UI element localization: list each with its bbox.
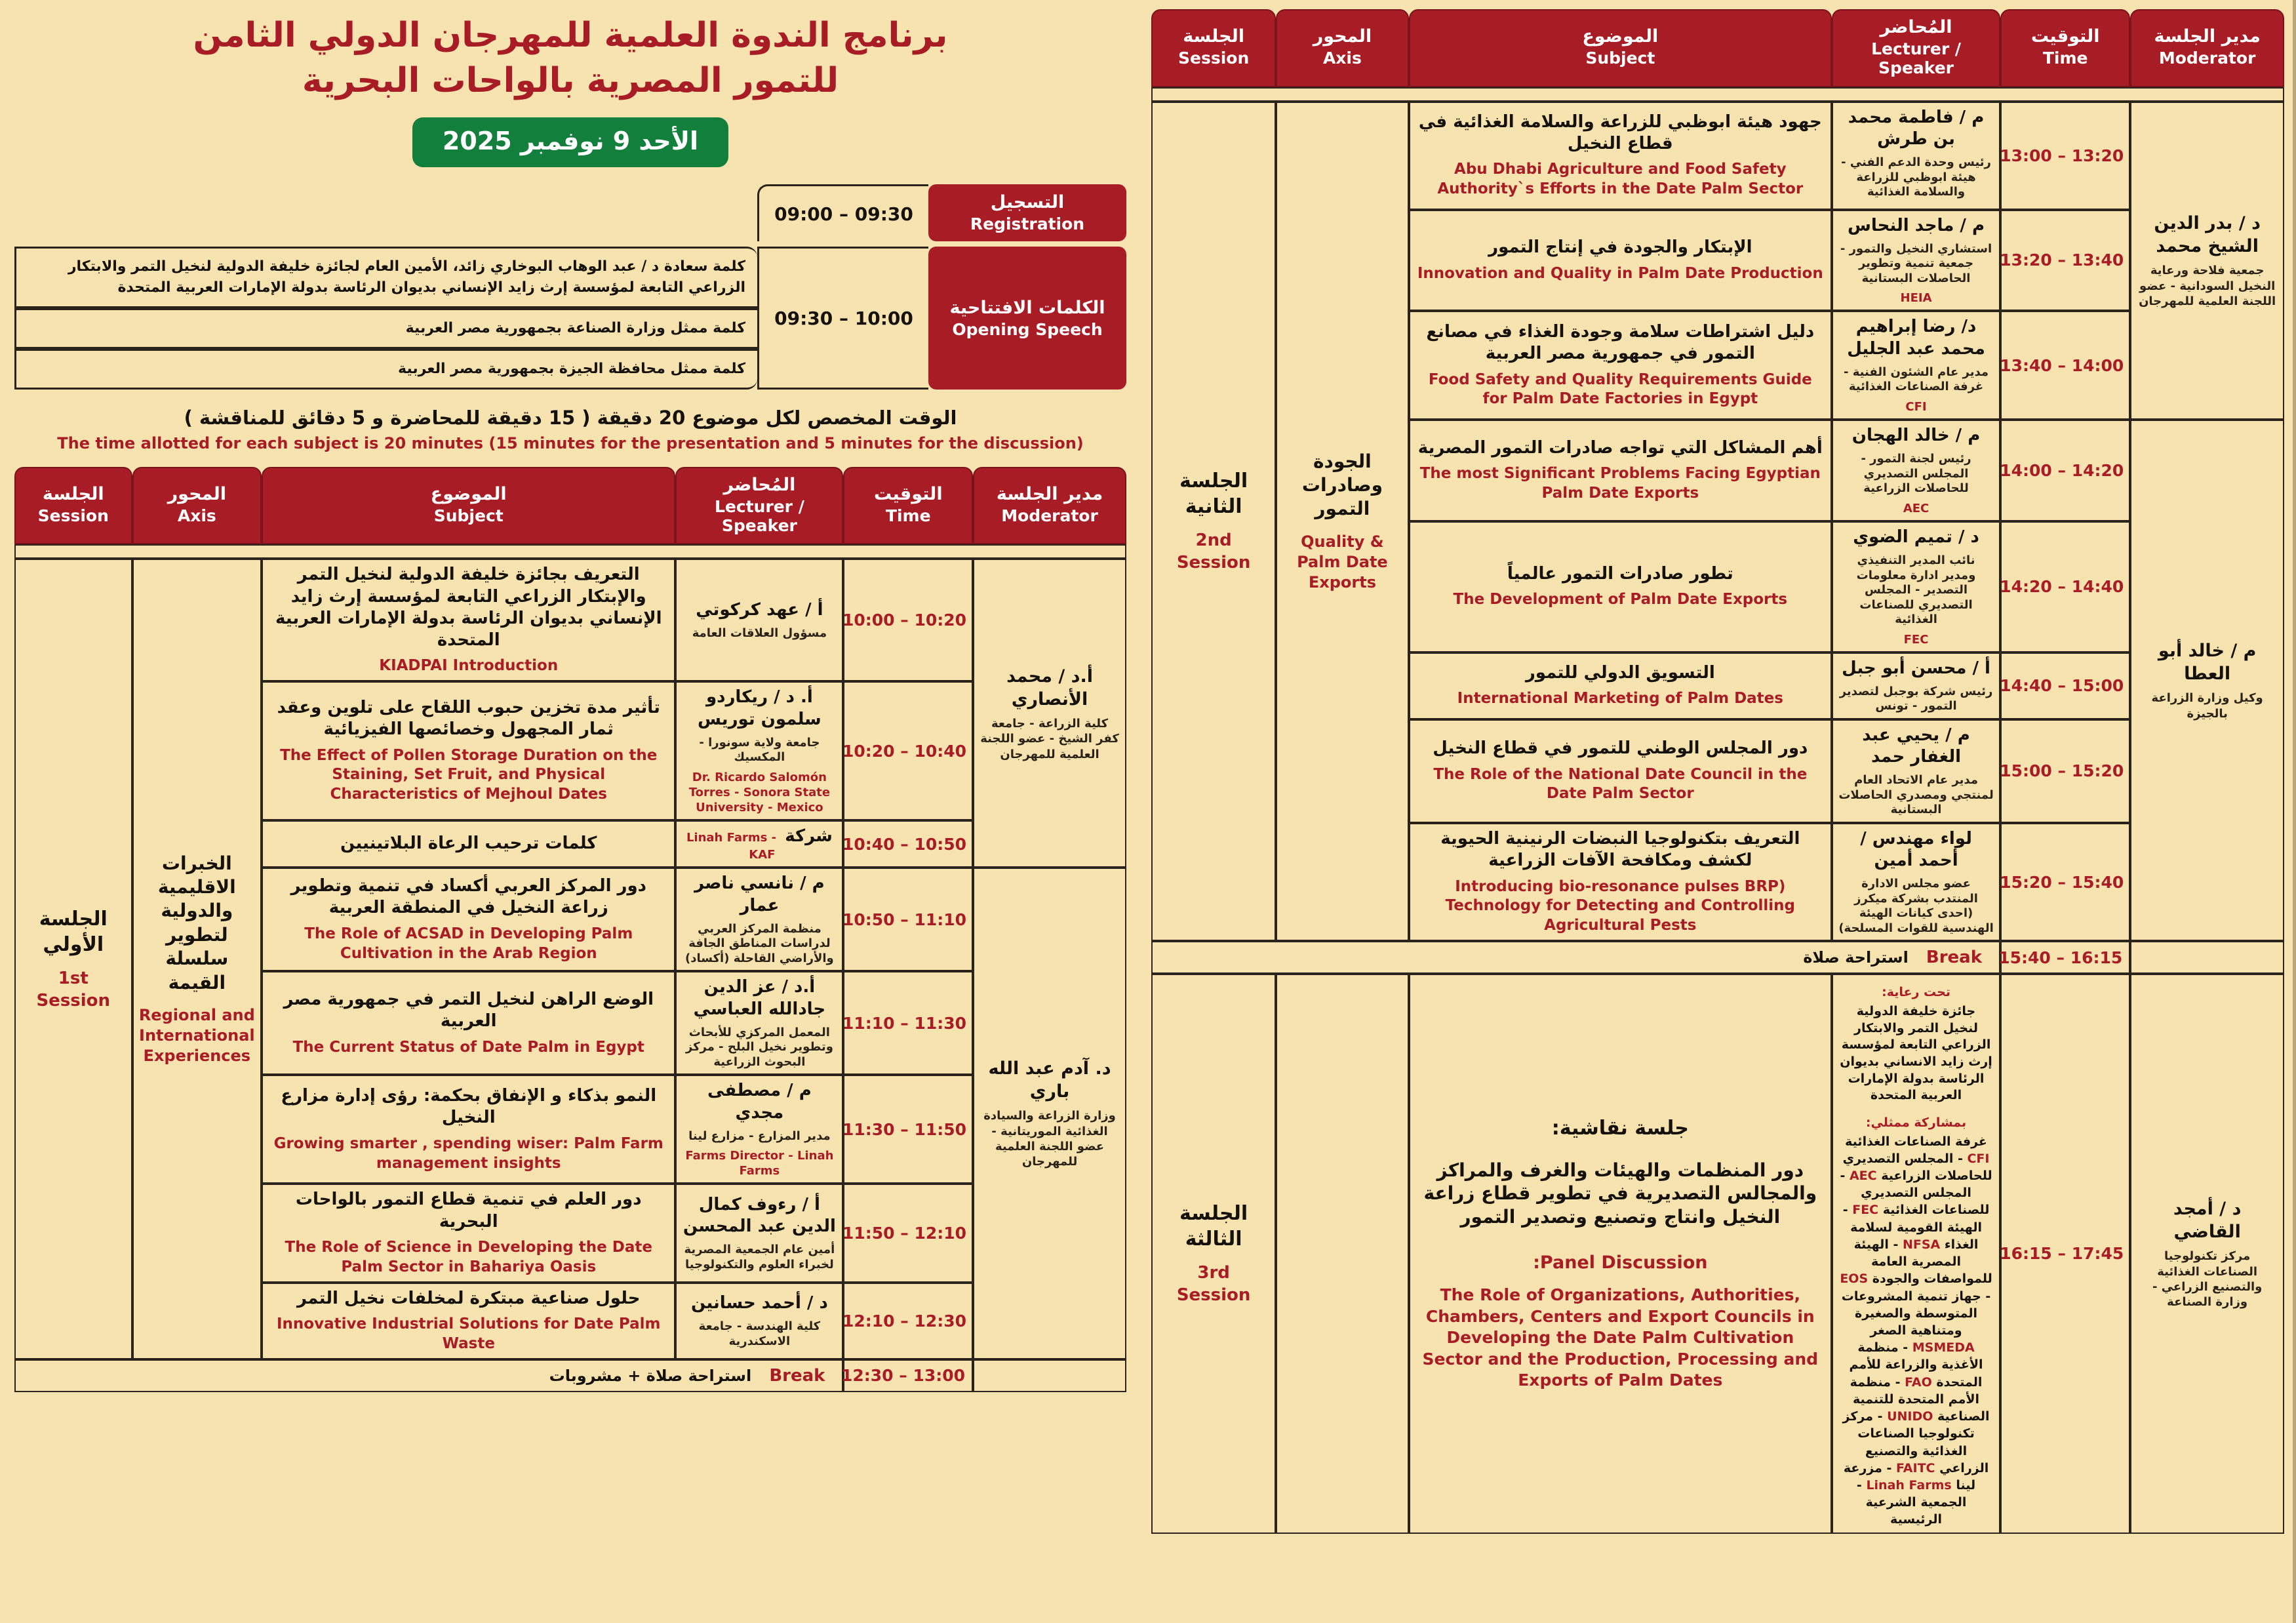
row-time: 14:20 – 14:00 bbox=[2000, 460, 2124, 480]
registration-time-value: 09:30 – 09:00 bbox=[774, 203, 913, 225]
right-panel bbox=[0, 0, 1142, 1623]
speaker-name: أ.د / عز الدين جادالله العباسي bbox=[693, 977, 826, 1019]
col-header-session-ar: الجلسة bbox=[42, 484, 104, 505]
break-time: 13:00 – 12:30 bbox=[841, 1366, 966, 1386]
break-row bbox=[14, 1359, 1126, 1392]
speaker-affiliation-ar: نائب المدير التنفيذي ومدير ادارة معلومات التصدير - المجلس التصديري للصناعات الغذائية bbox=[1856, 553, 1976, 626]
subject-ar: الإبتكار والجودة في إنتاج التمور bbox=[1488, 237, 1752, 258]
participant-code: Linah Farms bbox=[1866, 1477, 1952, 1493]
speaker-affiliation-ar: رئيس شركة بوجبل لتصدير التمور - تونس bbox=[1839, 684, 1993, 713]
col-header-moderator bbox=[2130, 9, 2284, 87]
subject-en: The Current Status of Date Palm in Egypt bbox=[292, 1038, 644, 1056]
participant-separator: - bbox=[1872, 1409, 1888, 1424]
moderator-name: د / بدر الدين الشيخ محمد bbox=[2154, 213, 2261, 257]
axis-cell bbox=[1276, 102, 1408, 942]
time-cell bbox=[2000, 210, 2130, 311]
preamble-table bbox=[14, 184, 1126, 390]
participant-name: المجلس التصديري للحاصلات الزراعية bbox=[1842, 1151, 1992, 1184]
participants-list bbox=[1838, 1133, 1994, 1529]
participant-name: مزرعة لينا bbox=[1843, 1460, 1976, 1493]
subject-en: Food Safety and Quality Requirements Guide for Palm Date Factories in Egypt bbox=[1428, 371, 1812, 408]
moderator-cell bbox=[2130, 102, 2284, 420]
row-time: 15:40 – 15:20 bbox=[2000, 872, 2124, 892]
opening-speech-line-2: كلمة ممثل وزارة الصناعة بجمهورية مصر العربية bbox=[14, 308, 757, 349]
axis-en: Quality & Palm Date Exports bbox=[1297, 532, 1388, 592]
speaker-affiliation-en: Dr. Ricardo Salomón Torres - Sonora State University - Mexico bbox=[688, 770, 831, 814]
speaker-affiliation-ar: منظمة المركز العربي لدراسات المناطق الجافة والأراضي القاحلة (أكساد) bbox=[685, 921, 834, 965]
time-cell bbox=[2000, 719, 2130, 823]
time-allotment-note bbox=[14, 407, 1126, 452]
subject-en: The Role of Science in Developing the Date Palm Sector in Bahariya Oasis bbox=[285, 1238, 652, 1275]
subject-ar: أهم المشاكل التي تواجه صادرات التمور المصرية bbox=[1417, 437, 1823, 458]
subject-cell bbox=[1409, 974, 1832, 1533]
speaker-name: شركة bbox=[785, 826, 833, 846]
col-header-session-en: Session bbox=[37, 506, 109, 526]
speaker-affiliation-ar: مدير المزارع - مزارع لينا bbox=[688, 1129, 831, 1143]
col-header-axis bbox=[1276, 9, 1408, 87]
speaker-name: م / نانسي ناصر عمار bbox=[694, 873, 825, 915]
subject-ar: النمو بذكاء و الإنفاق بحكمة: رؤى إدارة مزارع النخيل bbox=[281, 1086, 657, 1128]
speaker-cell bbox=[675, 681, 843, 820]
col-header-moderator bbox=[973, 467, 1126, 545]
opening-time-value: 10:00 – 09:30 bbox=[774, 307, 913, 329]
speaker-name: د / تميم الضوي bbox=[1853, 527, 1979, 547]
panel-subject-ar-head: جلسة نقاشية: bbox=[1551, 1117, 1689, 1140]
participant-name: غرفة الصناعات الغذائية bbox=[1845, 1134, 1987, 1149]
speaker-name: م / مصطفى مجدي bbox=[707, 1081, 812, 1123]
col-header-subject bbox=[1409, 9, 1832, 87]
participant-name: الهيئة المصرية العامة للمواصفات والجودة bbox=[1853, 1237, 1992, 1287]
time-cell bbox=[843, 1283, 973, 1359]
subject-cell bbox=[1409, 420, 1832, 521]
speaker-affiliation-ar: رئيس لجنة التمور - المجلس التصديري للحاصلات الزراعية bbox=[1861, 452, 1971, 496]
subject-cell bbox=[1409, 823, 1832, 942]
moderator-name: م / خالد أبو العطا bbox=[2158, 641, 2257, 685]
participant-name: الهيئة القومية لسلامة الغذاء bbox=[1850, 1220, 1982, 1252]
row-time: 10:40 – 10:20 bbox=[842, 741, 967, 761]
participant-separator: - bbox=[1981, 1289, 1991, 1304]
participant-separator: - bbox=[1840, 1169, 1850, 1184]
subject-ar: دور المجلس الوطني للتمور في قطاع النخيل bbox=[1433, 738, 1808, 759]
participant-code: MSMEDA bbox=[1912, 1340, 1975, 1355]
participant-separator: - bbox=[1856, 1477, 1867, 1493]
break-time-cell bbox=[2000, 941, 2130, 974]
row-time: 17:45 – 16:15 bbox=[2000, 1244, 2124, 1264]
time-cell bbox=[2000, 311, 2130, 420]
col-header-moderator-en: Moderator bbox=[1001, 506, 1098, 526]
opening-label bbox=[928, 247, 1126, 390]
subject-ar: حلول صناعية مبتكرة لمخلفات نخيل التمر bbox=[297, 1288, 641, 1308]
session-ar: الجلسة الثانية bbox=[1179, 470, 1248, 519]
registration-row bbox=[14, 184, 1126, 241]
session1-body bbox=[14, 559, 1126, 1392]
note-ar: الوقت المخصص لكل موضوع 20 دقيقة ( 15 دقيقة للمحاضرة و 5 دقائق للمناقشة ) bbox=[184, 406, 957, 429]
col-header-axis bbox=[132, 467, 262, 545]
row-time: 14:00 – 13:40 bbox=[2000, 355, 2124, 375]
opening-label-en: Opening Speech bbox=[952, 319, 1103, 339]
speaker-cell bbox=[1832, 823, 2000, 942]
subject-ar: التعريف بتكنولوجيا النبضات الرنينية الحيوية لكشف ومكافحة الآفات الزراعية bbox=[1440, 828, 1800, 871]
subject-en: Growing smarter , spending wiser: Palm Farm management insights bbox=[273, 1134, 663, 1172]
session-cell bbox=[14, 559, 132, 1359]
subject-en: The Effect of Pollen Storage Duration on the Staining, Set Fruit, and Physical Characteristics of Mejhoul Dates bbox=[280, 746, 658, 803]
axis-ar: الخبرات الاقليمية والدولية لتطوير سلسلة القيمة bbox=[157, 852, 236, 993]
speaker-name: د/ رضا إبراهيم محمد عبد الجليل bbox=[1847, 317, 1985, 359]
col-header-lecturer-en: Lecturer / Speaker bbox=[714, 496, 804, 535]
participant-name: منظمة الأمم المتحدة للتنمية الصناعية bbox=[1850, 1374, 1990, 1424]
speaker-affiliation-en: AEC bbox=[1903, 501, 1930, 515]
col-header-moderator-en: Moderator bbox=[2158, 49, 2256, 68]
col-header-subject bbox=[262, 467, 675, 545]
axis-cell bbox=[132, 559, 262, 1359]
speaker-name: أ / رءوف كمال الدين عبد المحسن bbox=[683, 1194, 836, 1237]
registration-time bbox=[757, 184, 928, 241]
session-ar: الجلسة الأولي bbox=[39, 907, 108, 956]
time-cell bbox=[2000, 420, 2130, 521]
axis-cell-empty bbox=[1276, 974, 1408, 1533]
panel-subject-en-head: Panel Discussion: bbox=[1533, 1252, 1708, 1273]
speaker-affiliation-ar: رئيس وحدة الدعم الفني - هيئة ابوظبي للزراعة والسلامة الغذائية bbox=[1841, 155, 1991, 199]
sponsor-cell bbox=[1832, 974, 2000, 1533]
sponsor-heading: تحت رعاية: bbox=[1882, 985, 1950, 1000]
break-row bbox=[1151, 941, 2284, 974]
participant-code: AEC bbox=[1849, 1169, 1877, 1184]
col-header-session bbox=[1151, 9, 1276, 87]
note-en: The time allotted for each subject is 20 minutes (15 minutes for the presentation and 5 minutes for the discussion) bbox=[57, 433, 1084, 452]
subject-cell bbox=[1409, 210, 1832, 311]
row-time: 13:20 – 13:00 bbox=[2000, 146, 2124, 165]
time-cell bbox=[2000, 974, 2130, 1533]
subject-cell bbox=[1409, 311, 1832, 420]
speaker-affiliation-en: CFI bbox=[1905, 399, 1927, 414]
participant-separator: - bbox=[1953, 1151, 1968, 1166]
sponsor-body: جائزة خليفة الدولية لنخيل التمر والابتكار الزراعي التابعة لمؤسسة إرث زايد الانساني بديوان الرئاسة بدولة الإمارات العربية المتحدة bbox=[1840, 1004, 1992, 1103]
session3-row bbox=[1151, 974, 2284, 1533]
moderator-name: أ.د / محمد الأنصاري bbox=[1006, 666, 1093, 710]
subject-en: KIADPAI Introduction bbox=[379, 657, 559, 675]
subject-cell bbox=[262, 559, 675, 681]
participant-separator: - bbox=[1898, 1340, 1912, 1355]
time-cell bbox=[843, 1184, 973, 1282]
table-row bbox=[1151, 102, 2284, 210]
col-header-moderator-ar: مدير الجلسة bbox=[996, 484, 1103, 505]
session1-wrap bbox=[14, 467, 1126, 1392]
participant-name: جهاز تنمية المشروعات المتوسطة والصغيرة ومتناهية الصغر bbox=[1841, 1289, 1981, 1338]
speaker-affiliation-en: FEC bbox=[1903, 632, 1929, 647]
row-time: 15:20 – 15:00 bbox=[2000, 761, 2124, 781]
break-label-ar: استراحة صلاة + مشروبات bbox=[549, 1366, 752, 1385]
speaker-name: م / يحيي عبد الغفار حمد bbox=[1862, 725, 1970, 767]
speaker-name: م / فاطمة محمد بن طرش bbox=[1848, 107, 1985, 149]
participant-name: الجمعية الشرعية الرئيسية bbox=[1865, 1495, 1967, 1527]
subject-ar: دور العلم في تنمية قطاع التمور بالواحات البحرية bbox=[295, 1190, 642, 1232]
session-en: 2nd Session bbox=[1176, 531, 1251, 572]
col-header-axis-ar: المحور bbox=[167, 484, 227, 505]
session-cell bbox=[1151, 974, 1276, 1533]
break-moderator-cell bbox=[2130, 941, 2284, 974]
session2-body bbox=[1151, 102, 2284, 1534]
subject-ar: التسويق الدولي للتمور bbox=[1525, 663, 1715, 683]
registration-label bbox=[928, 184, 1126, 241]
speaker-affiliation-ar: كلية الهندسة - جامعة الاسكندرية bbox=[698, 1319, 821, 1348]
col-header-lecturer-ar: المُحاضر bbox=[1880, 17, 1952, 37]
speaker-cell bbox=[1832, 311, 2000, 420]
subject-cell bbox=[262, 681, 675, 820]
break-label-cell bbox=[1151, 941, 2000, 974]
col-header-time-ar: التوقيت bbox=[2030, 26, 2100, 47]
speaker-affiliation-en: Farms Director - Linah Farms bbox=[685, 1149, 834, 1178]
time-cell bbox=[843, 868, 973, 971]
col-header-axis-ar: المحور bbox=[1313, 26, 1372, 47]
speaker-cell bbox=[1832, 719, 2000, 823]
subject-cell bbox=[1409, 719, 1832, 823]
moderator-affiliation: مركز تكنولوجيا الصناعات الغذائية والتصنيع الزراعي - وزارة الصناعة bbox=[2152, 1249, 2263, 1310]
participant-code: FAITC bbox=[1896, 1460, 1935, 1475]
col-header-time bbox=[843, 467, 973, 545]
row-time: 13:40 – 13:20 bbox=[2000, 250, 2124, 270]
subject-en: The Role of ACSAD in Developing Palm Cultivation in the Arab Region bbox=[304, 925, 633, 962]
subject-cell bbox=[262, 1075, 675, 1184]
time-cell bbox=[2000, 102, 2130, 210]
row-time: 15:00 – 14:40 bbox=[2000, 676, 2124, 696]
row-time: 10:50 – 10:40 bbox=[842, 834, 967, 854]
panel-subject-ar-body: دور المنظمات والهيئات والغرف والمراكز والمجالس التصديرية في تطوير قطاع زراعة النخيل وانتاج وتصنيع وتصدير التمور bbox=[1423, 1159, 1817, 1228]
subject-en: Introducing bio-resonance pulses BRP) Technology for Detecting and Controlling Agricultural Pests bbox=[1445, 877, 1796, 934]
participant-name: مركز تكنولوجيا الصناعات الغذائية والتصنيع الزراعي bbox=[1842, 1409, 1989, 1475]
subject-cell bbox=[262, 1184, 675, 1282]
speaker-affiliation-ar: أمين عام الجمعية المصرية لخبراء العلوم والتكنولوجيا bbox=[684, 1243, 835, 1272]
time-cell bbox=[843, 681, 973, 820]
subject-ar: دليل اشتراطات سلامة وجودة الغذاء في مصانع التمور في جمهورية مصر العربية bbox=[1426, 322, 1815, 364]
speaker-cell bbox=[675, 1184, 843, 1282]
subject-ar: تأثير مدة تخزين حبوب اللقاح على تلوين وعقد ثمار المجهول وخصائصها الفيزيائية bbox=[277, 698, 660, 740]
moderator-name: د. آدم عبد الله باري bbox=[988, 1058, 1111, 1102]
subject-en: International Marketing of Palm Dates bbox=[1457, 690, 1783, 708]
subject-cell bbox=[262, 971, 675, 1075]
panel-subject-en-body: The Role of Organizations, Authorities, Chambers, Centers and Export Councils in Developing the Date Palm Cultivation Sector and the Production, Processing and Exports of Palm Dates bbox=[1422, 1285, 1819, 1390]
time-cell bbox=[843, 820, 973, 868]
event-date-badge: الأحد 9 نوفمبر 2025 bbox=[412, 117, 728, 167]
axis-en: Regional and International Experiences bbox=[138, 1005, 255, 1066]
participant-code: EOS bbox=[1840, 1272, 1869, 1287]
break-time: 16:15 – 15:40 bbox=[1998, 948, 2123, 967]
col-header-time-en: Time bbox=[885, 506, 931, 526]
subject-ar: تطور صادرات التمور عالمياً bbox=[1507, 564, 1733, 584]
col-header-lecturer bbox=[1832, 9, 2000, 87]
speaker-affiliation-en: HEIA bbox=[1900, 291, 1932, 306]
speaker-affiliation-ar: مدير عام الشئون الفنية - غرفة الصناعات الغذائية bbox=[1844, 365, 1989, 394]
row-time: 11:10 – 10:50 bbox=[842, 910, 967, 929]
col-header-lecturer-en: Lecturer / Speaker bbox=[1871, 39, 1961, 77]
row-time: 14:40 – 14:20 bbox=[2000, 577, 2124, 597]
moderator-affiliation: كلية الزراعة - جامعة كفر الشيخ - عضو اللجنة العلمية للمهرجان bbox=[980, 716, 1119, 761]
speaker-cell bbox=[1832, 210, 2000, 311]
col-header-moderator-ar: مدير الجلسة bbox=[2154, 26, 2261, 47]
col-header-subject-ar: الموضوع bbox=[430, 484, 507, 505]
registration-label-ar: التسجيل bbox=[990, 192, 1065, 213]
subject-en: Abu Dhabi Agriculture and Food Safety Authority`s Efforts in the Date Palm Sector bbox=[1437, 161, 1804, 198]
col-header-lecturer bbox=[675, 467, 843, 545]
speaker-cell bbox=[1832, 102, 2000, 210]
participant-code: UNIDO bbox=[1887, 1409, 1933, 1424]
speaker-cell bbox=[675, 1075, 843, 1184]
subject-cell bbox=[262, 868, 675, 971]
time-cell bbox=[2000, 521, 2130, 652]
break-label-cell bbox=[14, 1359, 843, 1392]
opening-label-ar: الكلمات الافتتاحية bbox=[949, 297, 1105, 318]
participant-name: المجلس التصديري للصناعات الغذائية bbox=[1861, 1186, 1990, 1218]
row-time: 12:30 – 12:10 bbox=[842, 1311, 967, 1331]
moderator-cell bbox=[2130, 974, 2284, 1533]
break-label-en: Break bbox=[1926, 948, 1983, 968]
subject-ar: كلمات ترحيب الرعاة البلاتينيين bbox=[340, 833, 597, 854]
speaker-name: م / خالد الهجان bbox=[1851, 425, 1981, 445]
speaker-name: د / أحمد حسانين bbox=[690, 1293, 828, 1313]
moderator-name: د / أمجد القاضي bbox=[2173, 1199, 2242, 1243]
session-en: 1st Session bbox=[36, 968, 111, 1011]
subject-ar: الوضع الراهن لنخيل التمر في جمهورية مصر العربية bbox=[283, 990, 654, 1032]
moderator-cell bbox=[973, 868, 1126, 1359]
participant-separator: - bbox=[1890, 1374, 1905, 1390]
header-spacer bbox=[14, 544, 1126, 559]
speaker-cell bbox=[675, 820, 843, 868]
speaker-cell bbox=[1832, 652, 2000, 719]
col-header-session bbox=[14, 467, 132, 545]
speaker-affiliation-en: Linah Farms - KAF bbox=[686, 830, 777, 862]
speaker-affiliation-ar: مسؤول العلاقات العامة bbox=[692, 626, 827, 641]
col-header-time bbox=[2000, 9, 2130, 87]
subject-ar: جهود هيئة ابوظبي للزراعة والسلامة الغذائية في قطاع النخيل bbox=[1418, 111, 1822, 154]
time-cell bbox=[843, 559, 973, 681]
speaker-name: أ / عهد كركوتي bbox=[696, 599, 823, 620]
break-time-cell bbox=[843, 1359, 973, 1392]
subject-en: Innovation and Quality in Palm Date Production bbox=[1417, 264, 1823, 282]
table-header-row bbox=[14, 467, 1126, 545]
subject-ar: دور المركز العربي أكساد في تنمية وتطوير زراعة النخيل في المنطقة العربية bbox=[290, 876, 647, 918]
speaker-affiliation-ar: المعمل المركزي للأبحاث وتطوير نخيل البلح - مركز البحوث الزراعية bbox=[685, 1025, 833, 1069]
col-header-time-en: Time bbox=[2042, 49, 2088, 68]
page-title-line2: للتمور المصرية بالواحات البحرية bbox=[302, 60, 839, 100]
session-en: 3rd Session bbox=[1176, 1263, 1251, 1305]
axis-ar: الجودة وصادرات التمور bbox=[1301, 450, 1383, 520]
moderator-affiliation: وكيل وزارة الزراعة بالجيزة bbox=[2151, 691, 2263, 721]
registration-label-en: Registration bbox=[970, 214, 1085, 234]
speaker-cell bbox=[1832, 420, 2000, 521]
time-cell bbox=[843, 1075, 973, 1184]
speaker-cell bbox=[675, 1283, 843, 1359]
speaker-affiliation-ar: استشاري النخيل والتمور - جمعية تنمية وتطوير الحاصلات البستانية bbox=[1840, 241, 1992, 285]
time-cell bbox=[2000, 823, 2130, 942]
time-cell bbox=[2000, 652, 2130, 719]
session2-table bbox=[1151, 9, 2284, 1534]
col-header-session-en: Session bbox=[1178, 49, 1250, 68]
speaker-affiliation-ar: مدير عام الاتحاد العام لمنتجي ومصدري الحاصلات البستانية bbox=[1838, 773, 1994, 817]
speaker-cell bbox=[675, 971, 843, 1075]
registration-spacer bbox=[14, 184, 757, 241]
speaker-name: أ. د / ريكاردو سلمون توريس bbox=[698, 687, 821, 729]
row-time: 12:10 – 11:50 bbox=[842, 1224, 967, 1243]
break-label-ar: استراحة صلاة bbox=[1803, 948, 1909, 967]
col-header-lecturer-ar: المُحاضر bbox=[723, 474, 796, 495]
subject-cell bbox=[262, 1283, 675, 1359]
moderator-affiliation: جمعية فلاحة ورعاية النخيل السودانية - عضو اللجنة العلمية للمهرجان bbox=[2139, 264, 2276, 309]
subject-cell bbox=[1409, 652, 1832, 719]
subject-en: The most Significant Problems Facing Egyptian Palm Date Exports bbox=[1419, 465, 1821, 502]
participant-code: CFI bbox=[1967, 1151, 1990, 1166]
break-label-en: Break bbox=[769, 1365, 825, 1386]
speaker-name: م / ماجد النحاس bbox=[1848, 215, 1985, 235]
speaker-cell bbox=[675, 868, 843, 971]
speaker-affiliation-ar: جامعة ولاية سونورا - المكسيك bbox=[699, 735, 820, 765]
participant-separator: - bbox=[1888, 1237, 1903, 1252]
col-header-subject-ar: الموضوع bbox=[1582, 26, 1659, 47]
subject-cell bbox=[1409, 102, 1832, 210]
speaker-cell bbox=[1832, 521, 2000, 652]
subject-en: Innovative Industrial Solutions for Date Palm Waste bbox=[276, 1315, 661, 1352]
preamble-gap bbox=[14, 241, 1126, 247]
participant-name: منظمة الأغذية والزراعة للأمم المتحدة bbox=[1849, 1340, 1983, 1390]
subject-en: The Development of Palm Date Exports bbox=[1453, 591, 1788, 609]
col-header-session-ar: الجلسة bbox=[1183, 26, 1244, 47]
participants-heading: بمشاركة ممثلي: bbox=[1865, 1115, 1967, 1130]
time-cell bbox=[843, 971, 973, 1075]
speaker-name: أ / محسن أبو جبل bbox=[1842, 658, 1990, 678]
participant-code: NFSA bbox=[1902, 1237, 1941, 1252]
subject-cell bbox=[262, 820, 675, 868]
subject-en: The Role of the National Date Council in the Date Palm Sector bbox=[1433, 765, 1808, 803]
moderator-cell bbox=[973, 559, 1126, 868]
table-row bbox=[14, 559, 1126, 681]
col-header-subject-en: Subject bbox=[1585, 49, 1655, 68]
row-time: 11:30 – 11:10 bbox=[842, 1013, 967, 1033]
session-cell bbox=[1151, 102, 1276, 942]
speaker-affiliation-ar: عضو مجلس الادارة المنتدب بشركة ميكرز (احدى كيانات الهيئة الهندسية للقوات المسلحة) bbox=[1838, 877, 1994, 935]
row-time: 11:50 – 11:30 bbox=[842, 1119, 967, 1139]
moderator-affiliation: وزارة الزراعة والسيادة الغذائية الموريتانية - عضو اللجنة العلمية للمهرجان bbox=[983, 1109, 1116, 1169]
opening-time bbox=[757, 247, 928, 390]
header-spacer bbox=[1151, 87, 2284, 102]
panel-divider bbox=[2293, 0, 2296, 1623]
moderator-cell bbox=[2130, 420, 2284, 941]
participant-separator: - bbox=[1842, 1203, 1853, 1218]
break-moderator-cell bbox=[973, 1359, 1126, 1392]
participant-code: FAO bbox=[1905, 1374, 1932, 1390]
speaker-name: لواء مهندس / أحمد أمين bbox=[1860, 828, 1972, 871]
participant-code: FEC bbox=[1852, 1203, 1879, 1218]
col-header-axis-en: Axis bbox=[177, 506, 216, 526]
session1-table bbox=[14, 467, 1126, 1392]
title-block bbox=[14, 13, 1126, 167]
subject-ar: التعريف بجائزة خليفة الدولية لنخيل التمر والإبتكار الزراعي التابعة لمؤسسة إرث زايد الإنساني بديوان الرئاسة بدولة الإمارات العربية المتحدة bbox=[275, 565, 662, 651]
session-ar: الجلسة الثالثة bbox=[1179, 1202, 1248, 1251]
participant-separator: - bbox=[1882, 1460, 1896, 1475]
col-header-subject-en: Subject bbox=[433, 506, 504, 526]
col-header-time-ar: التوقيت bbox=[873, 484, 943, 505]
row-time: 10:20 – 10:00 bbox=[842, 611, 967, 630]
opening-speech-line-1: كلمة سعادة د / عبد الوهاب البوخاري زائد، الأمين العام لجائزة خليفة الدولية لنخيل التمر والابتكار الزراعي التابعة لمؤسسة إرث زايد الإنساني بديوان الرئاسة بدولة الإمارات العربية المتحدة bbox=[14, 247, 757, 308]
subject-cell bbox=[1409, 521, 1832, 652]
col-header-axis-en: Axis bbox=[1322, 49, 1362, 68]
opening-speech-line-3: كلمة ممثل محافظة الجيزة بجمهورية مصر العربية bbox=[14, 349, 757, 390]
page-title-line1: برنامج الندوة العلمية للمهرجان الدولي الثامن bbox=[193, 16, 948, 55]
left-schedule-panel bbox=[1142, 0, 2296, 1623]
speaker-cell bbox=[675, 559, 843, 681]
table-header-row bbox=[1151, 9, 2284, 87]
opening-row-1 bbox=[14, 247, 1126, 308]
